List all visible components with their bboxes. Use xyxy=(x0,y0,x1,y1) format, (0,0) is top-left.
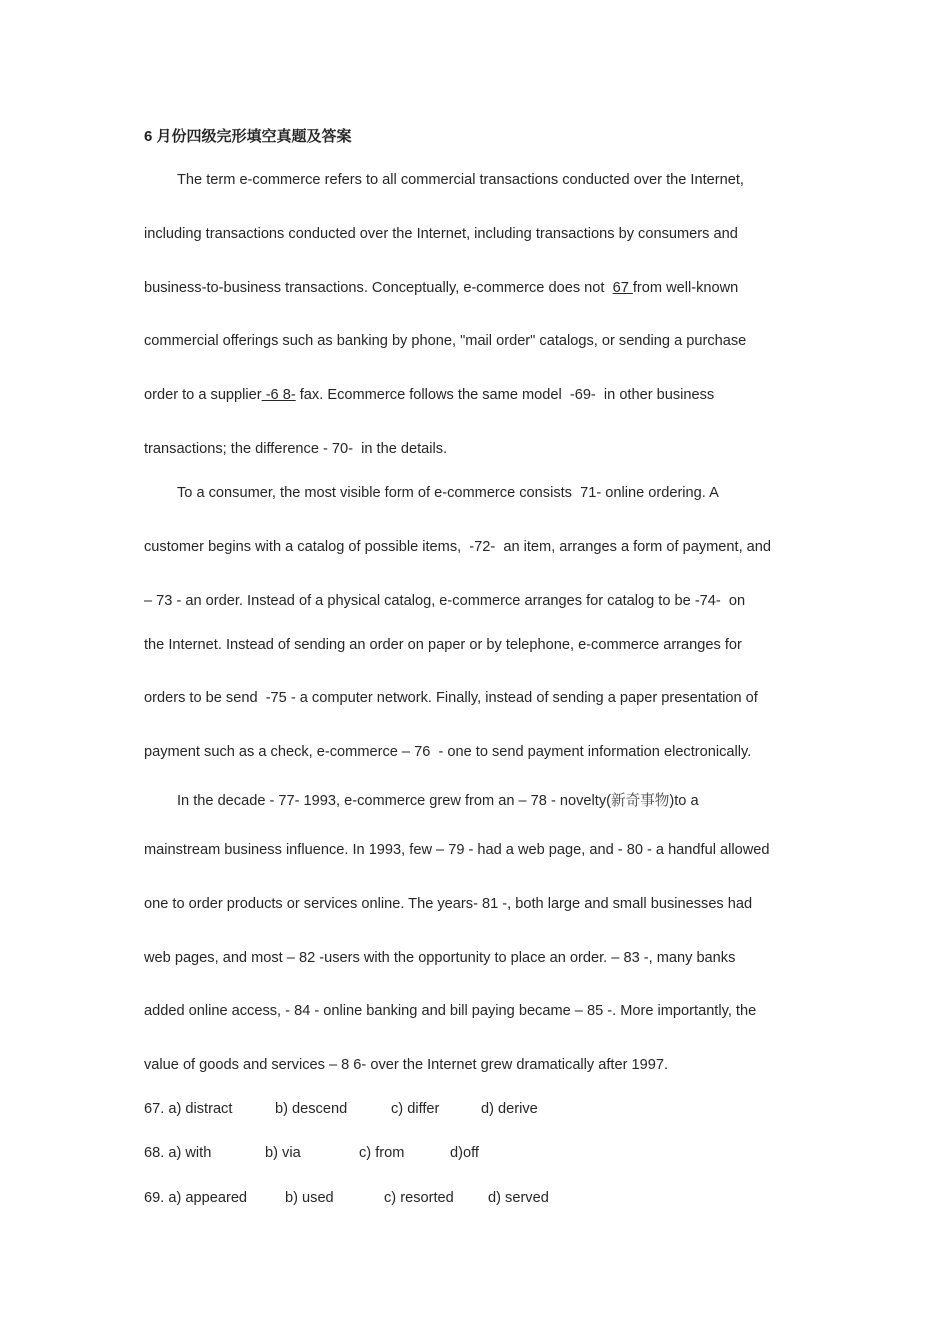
paragraph-1-line-4: commercial offerings such as banking by phone, "mail order" catalogs, or sending a purchase xyxy=(144,333,747,349)
option-b: b) via xyxy=(265,1145,301,1161)
option-c: c) from xyxy=(359,1145,405,1161)
paragraph-1-line-1: The term e-commerce refers to all commercial transactions conducted over the Internet, xyxy=(177,172,744,188)
paragraph-2-line-3: – 73 - an order. Instead of a physical catalog, e-commerce arranges for catalog to be -74- on xyxy=(144,593,746,609)
option-d: d)off xyxy=(450,1145,479,1161)
blank-67: 67 xyxy=(612,280,633,296)
chinese-gloss: 新奇事物 xyxy=(610,792,670,809)
text-segment: order to a supplier xyxy=(144,387,262,403)
paragraph-3-line-4: web pages, and most – 82 -users with the opportunity to place an order. – 83 -, many banks xyxy=(144,950,736,966)
text-segment: from well-known xyxy=(632,280,739,296)
text-segment: In the decade - 77- 1993, e-commerce grew from an – 78 - novelty( xyxy=(177,793,611,809)
paragraph-3-line-3: one to order products or services online. The years- 81 -, both large and small businesses had xyxy=(144,896,753,912)
option-a: 68. a) with xyxy=(144,1145,212,1161)
option-c: c) differ xyxy=(391,1101,440,1117)
option-d: d) derive xyxy=(481,1101,538,1117)
paragraph-2-line-6: payment such as a check, e-commerce – 76 - one to send payment information electronically. xyxy=(144,744,752,760)
paragraph-3-line-1 xyxy=(177,789,699,810)
option-c: c) resorted xyxy=(384,1190,454,1206)
blank-68: -6 8- xyxy=(261,387,296,403)
option-b: b) used xyxy=(285,1190,334,1206)
paragraph-1-line-6: transactions; the difference - 70- in the details. xyxy=(144,441,448,457)
paragraph-3-line-6: value of goods and services – 8 6- over the Internet grew dramatically after 1997. xyxy=(144,1057,669,1073)
option-d: d) served xyxy=(488,1190,549,1206)
paragraph-2-line-5: orders to be send -75 - a computer network. Finally, instead of sending a paper presentation of xyxy=(144,690,758,706)
option-a: 69. a) appeared xyxy=(144,1190,248,1206)
option-b: b) descend xyxy=(275,1101,348,1117)
paragraph-1-line-2: including transactions conducted over the Internet, including transactions by consumers and xyxy=(144,226,738,242)
paragraph-2-line-1: To a consumer, the most visible form of e-commerce consists 71- online ordering. A xyxy=(177,485,719,501)
text-segment: )to a xyxy=(669,793,699,809)
page-title: 6 月份四级完形填空真题及答案 xyxy=(144,128,352,145)
paragraph-3-line-5: added online access, - 84 - online banking and bill paying became – 85 -. More importantly, the xyxy=(144,1003,757,1019)
option-a: 67. a) distract xyxy=(144,1101,233,1117)
paragraph-2-line-2: customer begins with a catalog of possible items, -72- an item, arranges a form of payment, and xyxy=(144,539,772,555)
text-segment: fax. Ecommerce follows the same model -69- in other business xyxy=(295,387,715,403)
paragraph-1-line-3 xyxy=(144,280,738,296)
text-segment: business-to-business transactions. Conceptually, e-commerce does not xyxy=(144,280,613,296)
paragraph-3-line-2: mainstream business influence. In 1993, few – 79 - had a web page, and - 80 - a handful allowed xyxy=(144,842,770,858)
paragraph-2-line-4: the Internet. Instead of sending an order on paper or by telephone, e-commerce arranges for xyxy=(144,637,742,653)
paragraph-1-line-5 xyxy=(144,387,714,403)
